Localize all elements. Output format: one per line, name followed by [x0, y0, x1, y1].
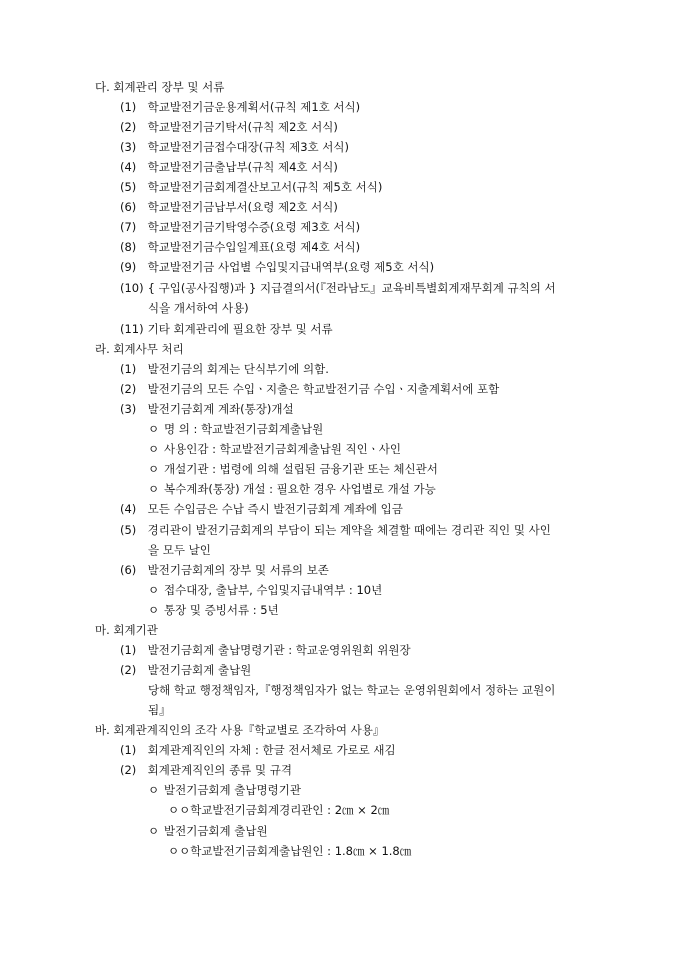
- list-item: (1) 회계관계직인의 자체 : 한글 전서체로 가로로 새김: [120, 743, 396, 757]
- list-item: (3) 발전기금회계 계좌(통장)개설: [120, 402, 294, 416]
- list-item: (2) 학교발전기금기탁서(규칙 제2호 서식): [120, 120, 338, 134]
- list-item: (8) 학교발전기금수입일계표(요령 제4호 서식): [120, 240, 361, 254]
- circle-bullet-icon: ㅇ: [148, 583, 160, 597]
- list-item: (10) { 구입(공사집행)과 } 지급결의서(『전라남도』교육비특별회계재무회계 규칙의 서: [120, 281, 556, 295]
- list-item: (5) 경리관이 발전기금회계의 부담이 되는 계약을 체결할 때에는 경리관 직인 및 사인: [120, 523, 551, 537]
- list-item: (6) 발전기금회계의 장부 및 서류의 보존: [120, 563, 329, 577]
- list-item: (9) 학교발전기금 사업별 수입및지급내역부(요령 제5호 서식): [120, 260, 435, 274]
- bullet-item: ㅇ 복수계좌(통장) 개설 : 필요한 경우 사업별로 개설 가능: [148, 482, 436, 496]
- section-heading-ra: 라. 회계사무 처리: [95, 342, 184, 356]
- bullet-item: ㅇ 개설기관 : 법령에 의해 설립된 금융기관 또는 체신관서: [148, 462, 438, 476]
- seal-spec: ㅇㅇ학교발전기금회계경리관인 : 2㎝ × 2㎝: [168, 803, 390, 817]
- list-item-detail: 당해 학교 행정책임자,『행정책임자가 없는 학교는 운영위원회에서 정하는 교원이: [148, 683, 556, 697]
- section-heading-ba: 바. 회계관계직인의 조각 사용『학교별로 조각하여 사용』: [95, 723, 385, 737]
- list-item-continuation: 식을 개서하여 사용): [148, 301, 249, 315]
- circle-bullet-icon: ㅇ: [148, 824, 160, 838]
- list-item: (1) 발전기금회계 출납명령기관 : 학교운영위원회 위원장: [120, 643, 411, 657]
- bullet-item: ㅇ 접수대장, 출납부, 수입및지급내역부 : 10년: [148, 583, 383, 597]
- list-item: (1) 발전기금의 회계는 단식부기에 의함.: [120, 362, 329, 376]
- list-item: (11) 기타 회계관리에 필요한 장부 및 서류: [120, 322, 333, 336]
- list-item-continuation: 을 모두 날인: [148, 543, 211, 557]
- section-heading-da: 다. 회계관리 장부 및 서류: [95, 80, 225, 94]
- list-item: (1) 학교발전기금운용계획서(규칙 제1호 서식): [120, 100, 361, 114]
- list-item: (4) 학교발전기금출납부(규칙 제4호 서식): [120, 160, 338, 174]
- circle-bullet-icon: ㅇ: [148, 462, 160, 476]
- list-item-detail-continuation: 됨』: [148, 703, 171, 717]
- circle-bullet-icon: ㅇ: [148, 422, 160, 436]
- circle-bullet-icon: ㅇ: [148, 482, 160, 496]
- list-item: (2) 발전기금의 모든 수입ㆍ지출은 학교발전기금 수입ㆍ지출계획서에 포함: [120, 382, 500, 396]
- bullet-item: ㅇ 발전기금회계 출납원: [148, 824, 268, 838]
- circle-bullet-icon: ㅇ: [148, 603, 160, 617]
- section-heading-ma: 마. 회계기관: [95, 623, 158, 637]
- circle-bullet-icon: ㅇ: [148, 442, 160, 456]
- list-item: (7) 학교발전기금기탁영수증(요령 제3호 서식): [120, 220, 361, 234]
- list-item: (6) 학교발전기금납부서(요령 제2호 서식): [120, 200, 338, 214]
- bullet-item: ㅇ 통장 및 증빙서류 : 5년: [148, 603, 279, 617]
- circle-bullet-icon: ㅇ: [148, 783, 160, 797]
- list-item: (3) 학교발전기금접수대장(규칙 제3호 서식): [120, 140, 349, 154]
- list-item: (4) 모든 수입금은 수납 즉시 발전기금회계 계좌에 입금: [120, 502, 403, 516]
- bullet-item: ㅇ 사용인감 : 학교발전기금회계출납원 직인ㆍ사인: [148, 442, 402, 456]
- bullet-item: ㅇ 발전기금회계 출납명령기관: [148, 783, 301, 797]
- list-item: (2) 발전기금회계 출납원: [120, 663, 252, 677]
- seal-spec: ㅇㅇ학교발전기금회계출납원인 : 1.8㎝ × 1.8㎝: [168, 844, 412, 858]
- bullet-item: ㅇ 명 의 : 학교발전기금회계출납원: [148, 422, 324, 436]
- list-item: (2) 회계관계직인의 종류 및 규격: [120, 763, 292, 777]
- list-item: (5) 학교발전기금회계결산보고서(규칙 제5호 서식): [120, 180, 383, 194]
